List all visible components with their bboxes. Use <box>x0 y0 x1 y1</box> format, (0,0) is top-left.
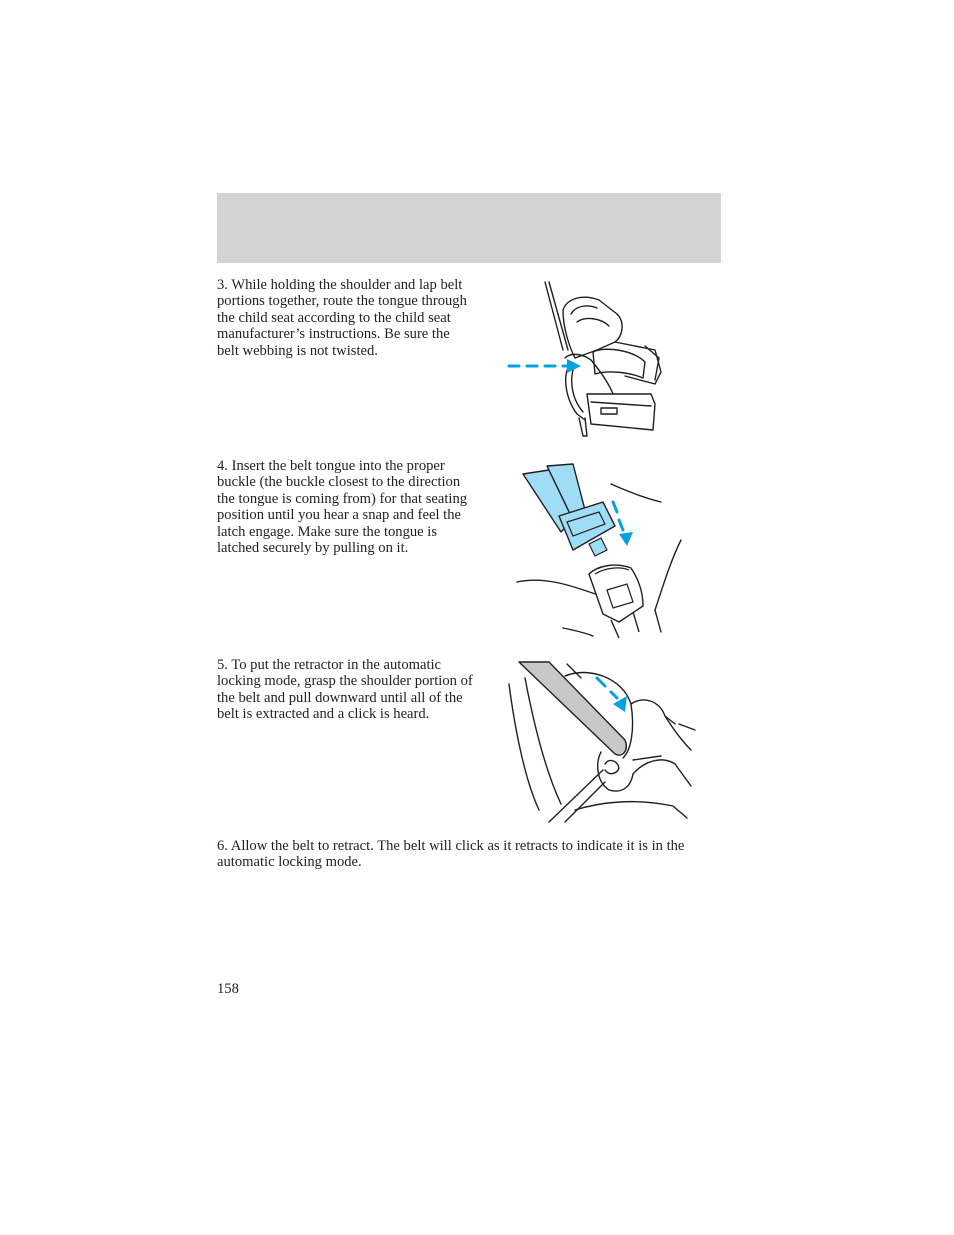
child-seat-belt-routing-illustration <box>505 280 665 442</box>
shoulder-belt-pull-illustration <box>505 660 697 823</box>
step-6-text: 6. Allow the belt to retract. The belt will click as it retracts to indicate it is in the automatic locking mode. <box>217 838 685 871</box>
section-header-band <box>217 193 721 263</box>
step-4-text: 4. Insert the belt tongue into the proper buckle (the buckle closest to the direction the tongue is coming from) for that seating position until you hear a snap and feel the latch engage. Make sure the tongue is latched securely by pulling on it. <box>217 458 468 557</box>
step-5-text: 5. To put the retractor in the automatic locking mode, grasp the shoulder portion of the belt and pull downward until all of the belt is extracted and a click is heard. <box>217 657 473 723</box>
step-3-text: 3. While holding the shoulder and lap belt portions together, route the tongue through the child seat according to the child seat manufacturer’s instructions. Be sure the belt webbing is not twisted. <box>217 277 467 359</box>
page-number: 158 <box>217 981 239 997</box>
belt-tongue-buckle-illustration <box>515 462 685 640</box>
